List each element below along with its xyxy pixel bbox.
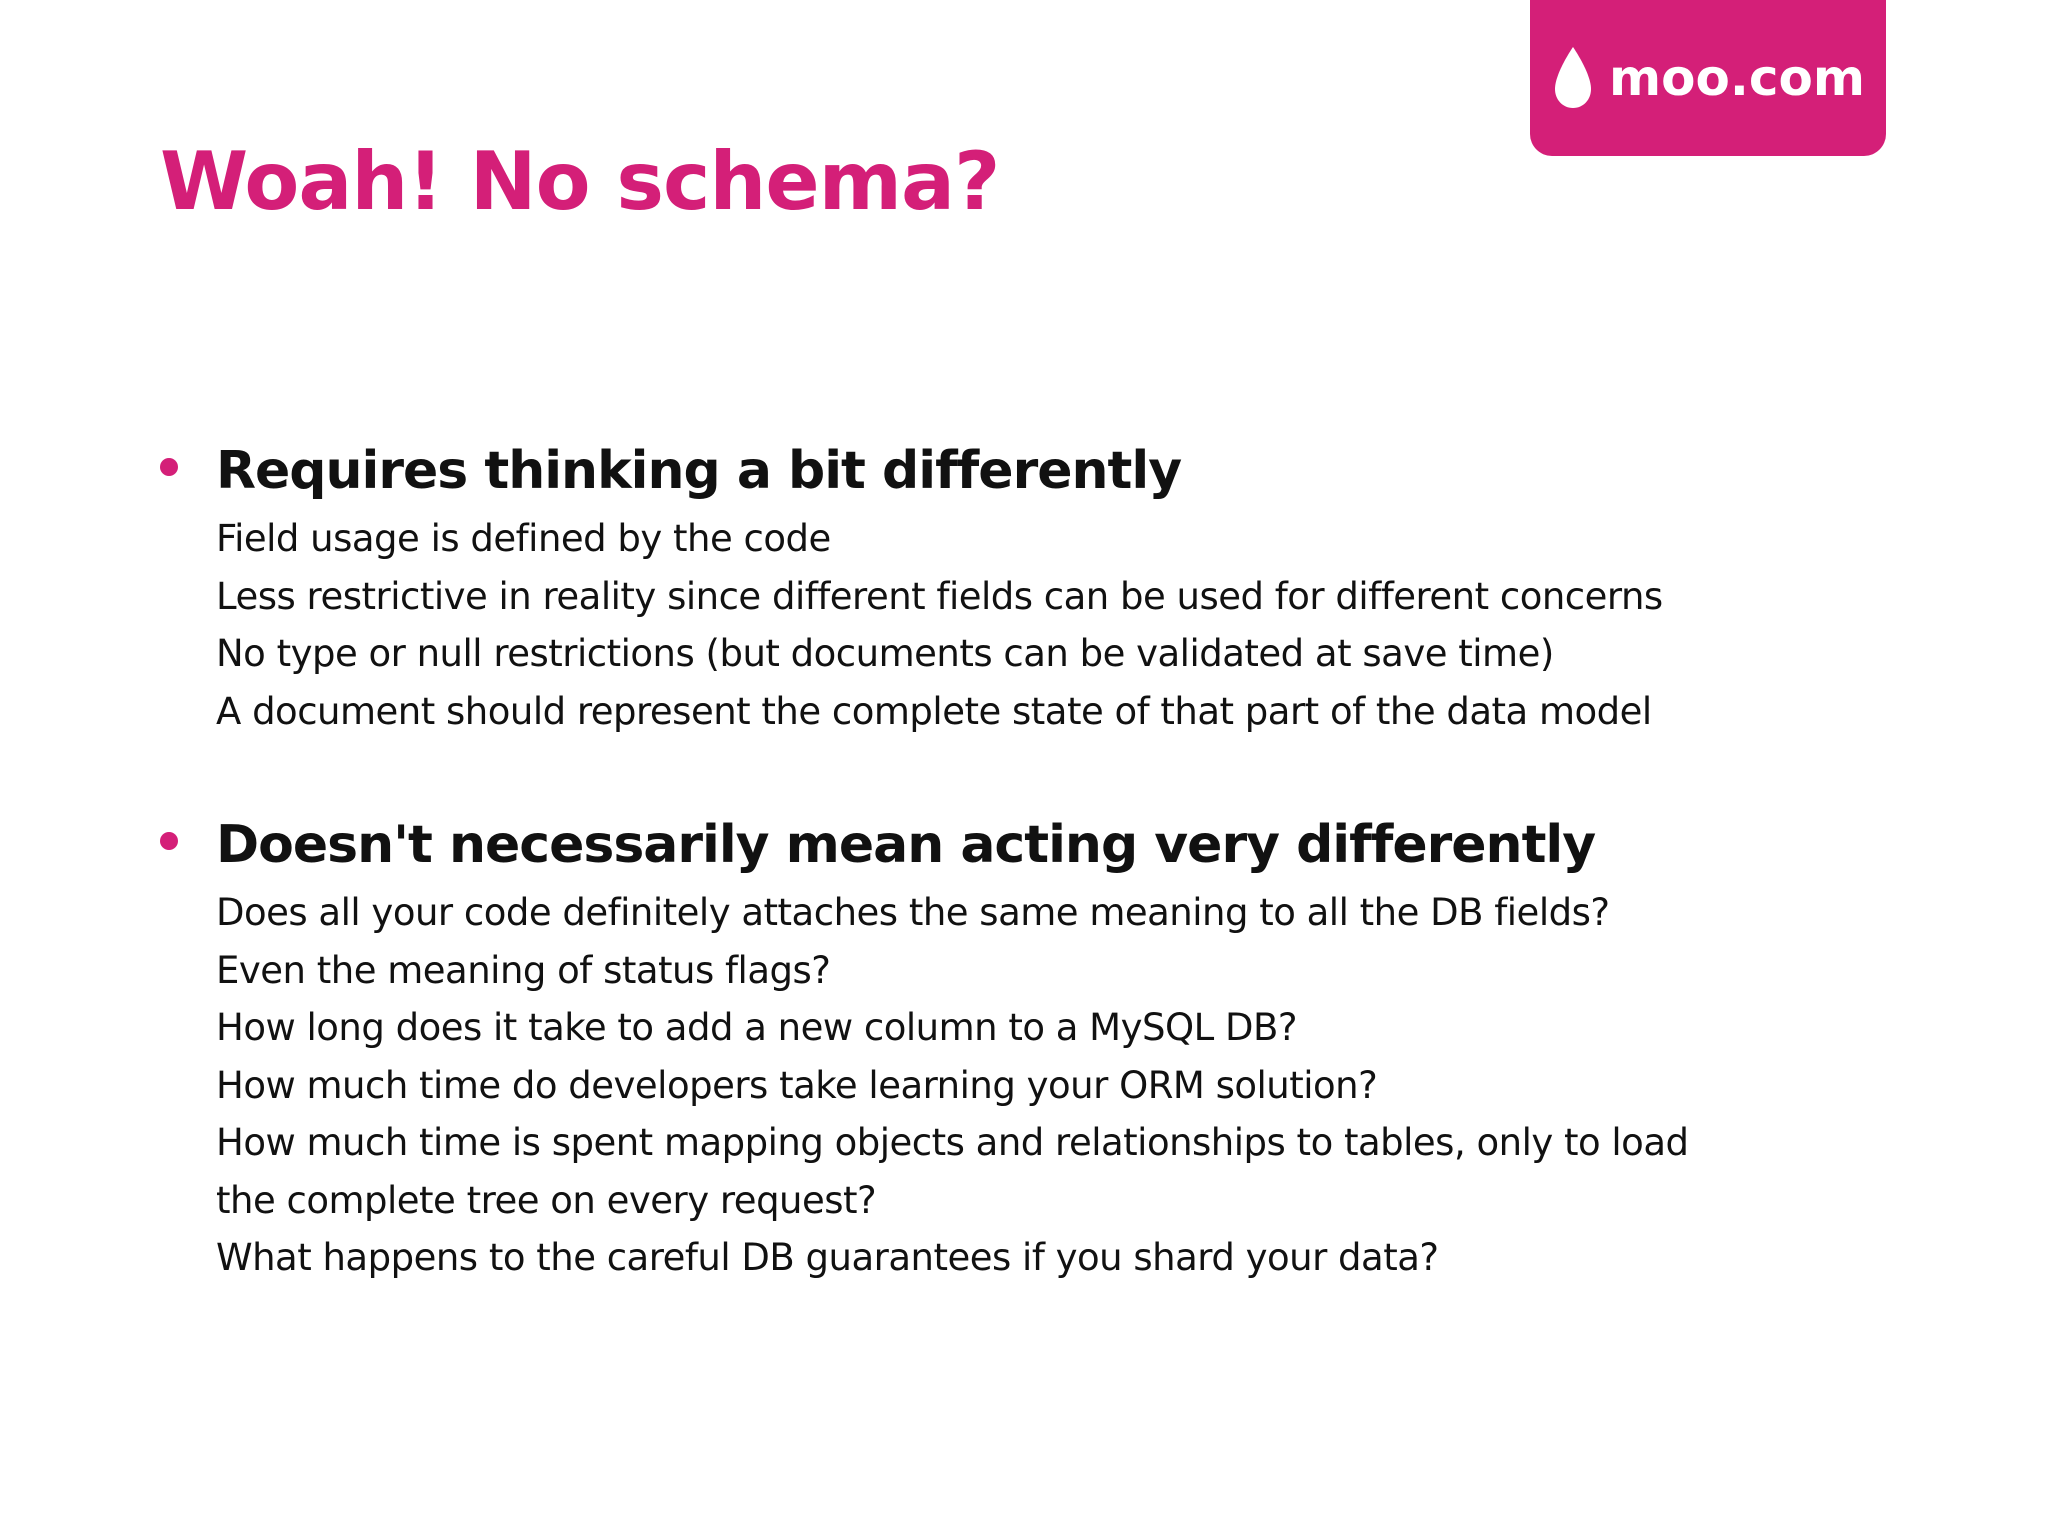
bullet-section-1	[160, 432, 1960, 740]
logo-text: moo.com	[1609, 49, 1865, 107]
slide-content	[160, 432, 1960, 1287]
list-item: How much time do developers take learning your ORM solution?	[216, 1063, 1378, 1107]
bullet-dot-icon	[160, 832, 178, 850]
list-item: Even the meaning of status flags?	[216, 948, 831, 992]
bullet-row	[160, 432, 1960, 510]
logo-badge	[1530, 0, 1886, 156]
bullet-row	[160, 806, 1960, 884]
subitem-list	[160, 510, 1960, 740]
slide-title: Woah! No schema?	[160, 135, 1000, 228]
bullet-dot-icon	[160, 458, 178, 476]
list-item: A document should represent the complete state of that part of the data model	[216, 689, 1652, 733]
list-item: How long does it take to add a new column to a MySQL DB?	[216, 1006, 1297, 1049]
bullet-section-2	[160, 806, 1960, 1287]
list-item: How much time is spent mapping objects and relationships to tables, only to load the complete tree on every request?	[216, 1121, 1689, 1222]
list-item: Less restrictive in reality since different fields can be used for different concerns	[216, 574, 1663, 618]
drop-icon	[1551, 45, 1595, 111]
list-item: No type or null restrictions (but documents can be validated at save time)	[216, 632, 1554, 675]
subitem-list	[160, 884, 1960, 1287]
list-item: Field usage is defined by the code	[216, 517, 831, 560]
list-item: What happens to the careful DB guarantees if you shard your data?	[216, 1236, 1439, 1279]
bullet-heading: Requires thinking a bit differently	[216, 441, 1182, 501]
list-item: Does all your code definitely attaches the same meaning to all the DB fields?	[216, 891, 1610, 934]
bullet-heading: Doesn't necessarily mean acting very differently	[216, 815, 1596, 875]
